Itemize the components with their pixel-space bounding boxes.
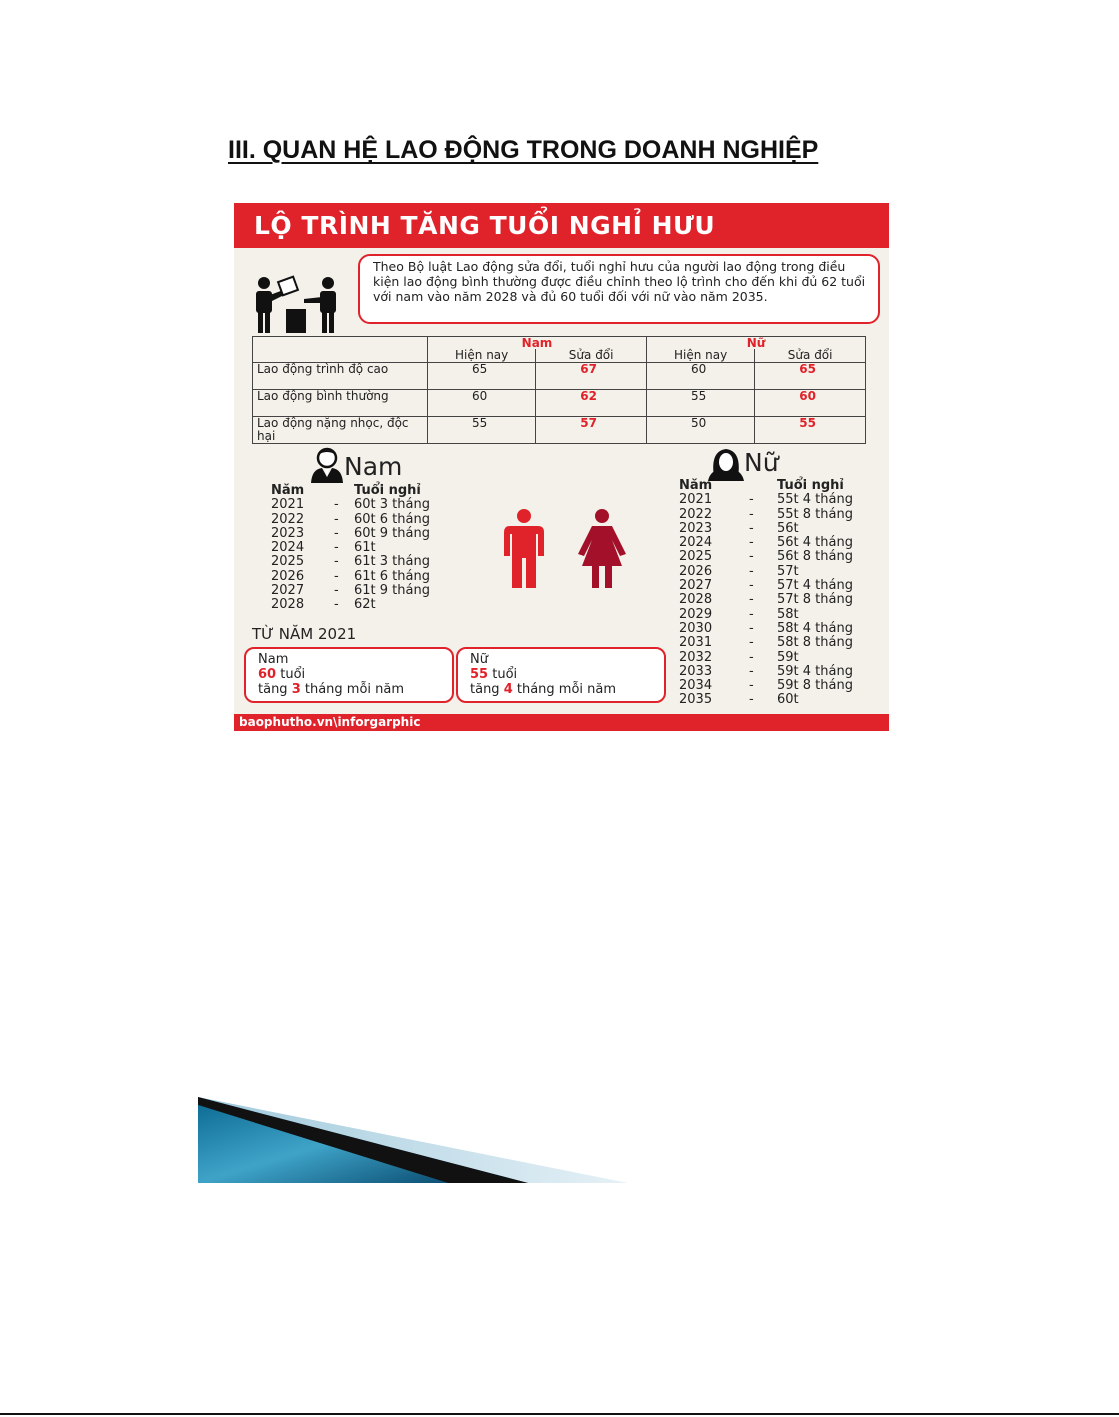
page-bottom-rule bbox=[0, 1413, 1119, 1415]
female-summary-name: Nữ bbox=[470, 652, 488, 667]
infographic-banner bbox=[234, 203, 889, 248]
male-col-year: Năm bbox=[271, 483, 305, 498]
list-item: 2025 - 61t 3 tháng bbox=[271, 554, 430, 570]
sched-year: 2022 bbox=[679, 506, 713, 522]
sched-year: 2027 bbox=[271, 583, 305, 599]
male-revised-value: 67 bbox=[536, 363, 647, 390]
row-label: Lao động bình thường bbox=[253, 390, 428, 417]
decorative-swoosh bbox=[198, 1097, 628, 1183]
col-male-current: Hiện nay bbox=[428, 349, 536, 363]
source-credit: baophutho.vn\inforgarphic bbox=[239, 715, 421, 729]
group-female-header: Nữ bbox=[646, 337, 865, 350]
female-summary-age: 55 bbox=[470, 667, 489, 682]
list-item: 2031 - 58t 8 tháng bbox=[679, 635, 853, 651]
infographic-title: LỘ TRÌNH TĂNG TUỔI NGHỈ HƯU bbox=[254, 211, 716, 240]
list-item: 2022 - 60t 6 tháng bbox=[271, 511, 430, 527]
sched-age: 61t 9 tháng bbox=[354, 583, 430, 599]
table-corner bbox=[253, 337, 428, 350]
male-revised-value: 62 bbox=[536, 390, 647, 417]
sched-age: 61t 6 tháng bbox=[354, 568, 430, 584]
table-corner-lower bbox=[253, 349, 428, 363]
sched-age: 59t 4 tháng bbox=[777, 663, 853, 679]
male-current-value: 55 bbox=[428, 417, 536, 444]
sched-year: 2028 bbox=[679, 592, 713, 608]
male-col-age: Tuổi nghỉ bbox=[354, 483, 421, 498]
list-item: 2034 - 59t 8 tháng bbox=[679, 678, 853, 694]
table-row bbox=[253, 363, 866, 390]
sched-year: 2022 bbox=[271, 511, 305, 527]
group-male-header: Nam bbox=[428, 337, 647, 350]
sched-year: 2030 bbox=[679, 620, 713, 636]
sched-age: 58t 4 tháng bbox=[777, 620, 853, 636]
sched-age: 57t 4 tháng bbox=[777, 578, 853, 594]
list-item: 2021 - 55t 4 tháng bbox=[679, 492, 853, 508]
col-female-revised: Sửa đổi bbox=[755, 349, 866, 363]
sched-age: 58t 8 tháng bbox=[777, 635, 853, 651]
list-item: 2026 - 57t bbox=[679, 563, 799, 579]
female-revised-value: 65 bbox=[755, 363, 866, 390]
sched-age: 57t 8 tháng bbox=[777, 592, 853, 608]
list-item: 2028 - 57t 8 tháng bbox=[679, 592, 853, 608]
sched-year: 2027 bbox=[679, 578, 713, 594]
sched-year: 2035 bbox=[679, 692, 713, 708]
sched-age: 60t 9 tháng bbox=[354, 525, 430, 541]
sched-year: 2024 bbox=[679, 535, 713, 551]
from-year-title: TỪ NĂM 2021 bbox=[252, 625, 357, 643]
sched-year: 2033 bbox=[679, 663, 713, 679]
sched-age: 61t 3 tháng bbox=[354, 554, 430, 570]
table-row bbox=[253, 417, 866, 444]
list-item: 2029 - 58t bbox=[679, 606, 799, 622]
female-revised-value: 60 bbox=[755, 390, 866, 417]
female-current-value: 60 bbox=[646, 363, 754, 390]
increase-suffix: tháng mỗi năm bbox=[512, 682, 617, 697]
sched-age: 59t bbox=[777, 649, 799, 665]
table-row bbox=[253, 390, 866, 417]
list-item: 2021 - 60t 3 tháng bbox=[271, 497, 430, 513]
infographic bbox=[234, 203, 889, 731]
sched-age: 58t bbox=[777, 606, 799, 622]
workers-handshake-icon bbox=[250, 271, 346, 335]
sched-year: 2026 bbox=[271, 568, 305, 584]
sched-year: 2025 bbox=[271, 554, 305, 570]
list-item: 2032 - 59t bbox=[679, 649, 799, 665]
list-item: 2027 - 61t 9 tháng bbox=[271, 583, 430, 599]
male-schedule bbox=[271, 484, 430, 613]
sched-year: 2023 bbox=[679, 520, 713, 536]
age-unit: tuổi bbox=[488, 667, 518, 682]
col-male-revised: Sửa đổi bbox=[536, 349, 647, 363]
male-revised-value: 57 bbox=[536, 417, 647, 444]
sched-year: 2023 bbox=[271, 525, 305, 541]
list-item: 2028 - 62t bbox=[271, 597, 376, 613]
sched-age: 60t 6 tháng bbox=[354, 511, 430, 527]
retirement-age-table bbox=[252, 336, 866, 444]
male-figure-icon bbox=[498, 508, 550, 590]
increase-suffix: tháng mỗi năm bbox=[300, 682, 405, 697]
sched-age: 57t bbox=[777, 563, 799, 579]
list-item: 2030 - 58t 4 tháng bbox=[679, 620, 853, 636]
female-current-value: 55 bbox=[646, 390, 754, 417]
list-item: 2024 - 56t 4 tháng bbox=[679, 535, 853, 551]
sched-year: 2026 bbox=[679, 563, 713, 579]
list-item: 2033 - 59t 4 tháng bbox=[679, 663, 853, 679]
sched-age: 55t 8 tháng bbox=[777, 506, 853, 522]
col-female-current: Hiện nay bbox=[646, 349, 754, 363]
female-section-title: Nữ bbox=[744, 448, 779, 477]
female-schedule bbox=[679, 479, 853, 708]
sched-age: 56t 4 tháng bbox=[777, 535, 853, 551]
male-summary-box bbox=[244, 647, 454, 703]
sched-age: 60t 3 tháng bbox=[354, 497, 430, 513]
intro-text: Theo Bộ luật Lao động sửa đổi, tuổi nghỉ hưu của người lao động trong điều kiện lao động bình thường được điều chỉnh theo lộ trình cho đến khi đủ 62 tuổi với nam vào năm 2028 và đủ 60 tuổi đối với nữ vào năm 2035. bbox=[373, 259, 866, 304]
list-item: 2026 - 61t 6 tháng bbox=[271, 568, 430, 584]
female-current-value: 50 bbox=[646, 417, 754, 444]
sched-year: 2021 bbox=[679, 492, 713, 508]
female-summary-increase: 4 bbox=[503, 682, 513, 697]
male-summary-increase: 3 bbox=[291, 682, 301, 697]
female-figure-icon bbox=[572, 508, 632, 590]
female-summary-box bbox=[456, 647, 666, 703]
female-revised-value: 55 bbox=[755, 417, 866, 444]
list-item: 2027 - 57t 4 tháng bbox=[679, 578, 853, 594]
sched-age: 61t bbox=[354, 540, 376, 556]
female-col-year: Năm bbox=[679, 478, 713, 493]
intro-box bbox=[358, 254, 880, 324]
sched-year: 2032 bbox=[679, 649, 713, 665]
row-label: Lao động nặng nhọc, độc hại bbox=[253, 417, 428, 444]
man-avatar-icon bbox=[310, 447, 344, 483]
male-current-value: 65 bbox=[428, 363, 536, 390]
male-summary-age: 60 bbox=[258, 667, 277, 682]
sched-year: 2025 bbox=[679, 549, 713, 565]
sched-age: 56t bbox=[777, 520, 799, 536]
sched-age: 56t 8 tháng bbox=[777, 549, 853, 565]
male-section-title: Nam bbox=[344, 452, 403, 481]
sched-age: 62t bbox=[354, 597, 376, 613]
increase-prefix: tăng bbox=[258, 682, 292, 697]
male-summary-name: Nam bbox=[258, 652, 289, 667]
sched-year: 2034 bbox=[679, 678, 713, 694]
sched-age: 60t bbox=[777, 692, 799, 708]
list-item: 2024 - 61t bbox=[271, 540, 376, 556]
sched-year: 2031 bbox=[679, 635, 713, 651]
list-item: 2023 - 56t bbox=[679, 520, 799, 536]
age-unit: tuổi bbox=[276, 667, 306, 682]
source-bar bbox=[234, 714, 889, 731]
sched-year: 2028 bbox=[271, 597, 305, 613]
woman-avatar-icon bbox=[706, 447, 746, 481]
sched-age: 55t 4 tháng bbox=[777, 492, 853, 508]
sched-year: 2029 bbox=[679, 606, 713, 622]
sched-year: 2024 bbox=[271, 540, 305, 556]
section-heading: III. QUAN HỆ LAO ĐỘNG TRONG DOANH NGHIỆP bbox=[228, 136, 819, 164]
increase-prefix: tăng bbox=[470, 682, 504, 697]
list-item: 2023 - 60t 9 tháng bbox=[271, 525, 430, 541]
row-label: Lao động trình độ cao bbox=[253, 363, 428, 390]
list-item: 2035 - 60t bbox=[679, 692, 799, 708]
list-item: 2022 - 55t 8 tháng bbox=[679, 506, 853, 522]
male-current-value: 60 bbox=[428, 390, 536, 417]
sched-year: 2021 bbox=[271, 497, 305, 513]
female-col-age: Tuổi nghỉ bbox=[777, 478, 844, 493]
sched-age: 59t 8 tháng bbox=[777, 678, 853, 694]
list-item: 2025 - 56t 8 tháng bbox=[679, 549, 853, 565]
